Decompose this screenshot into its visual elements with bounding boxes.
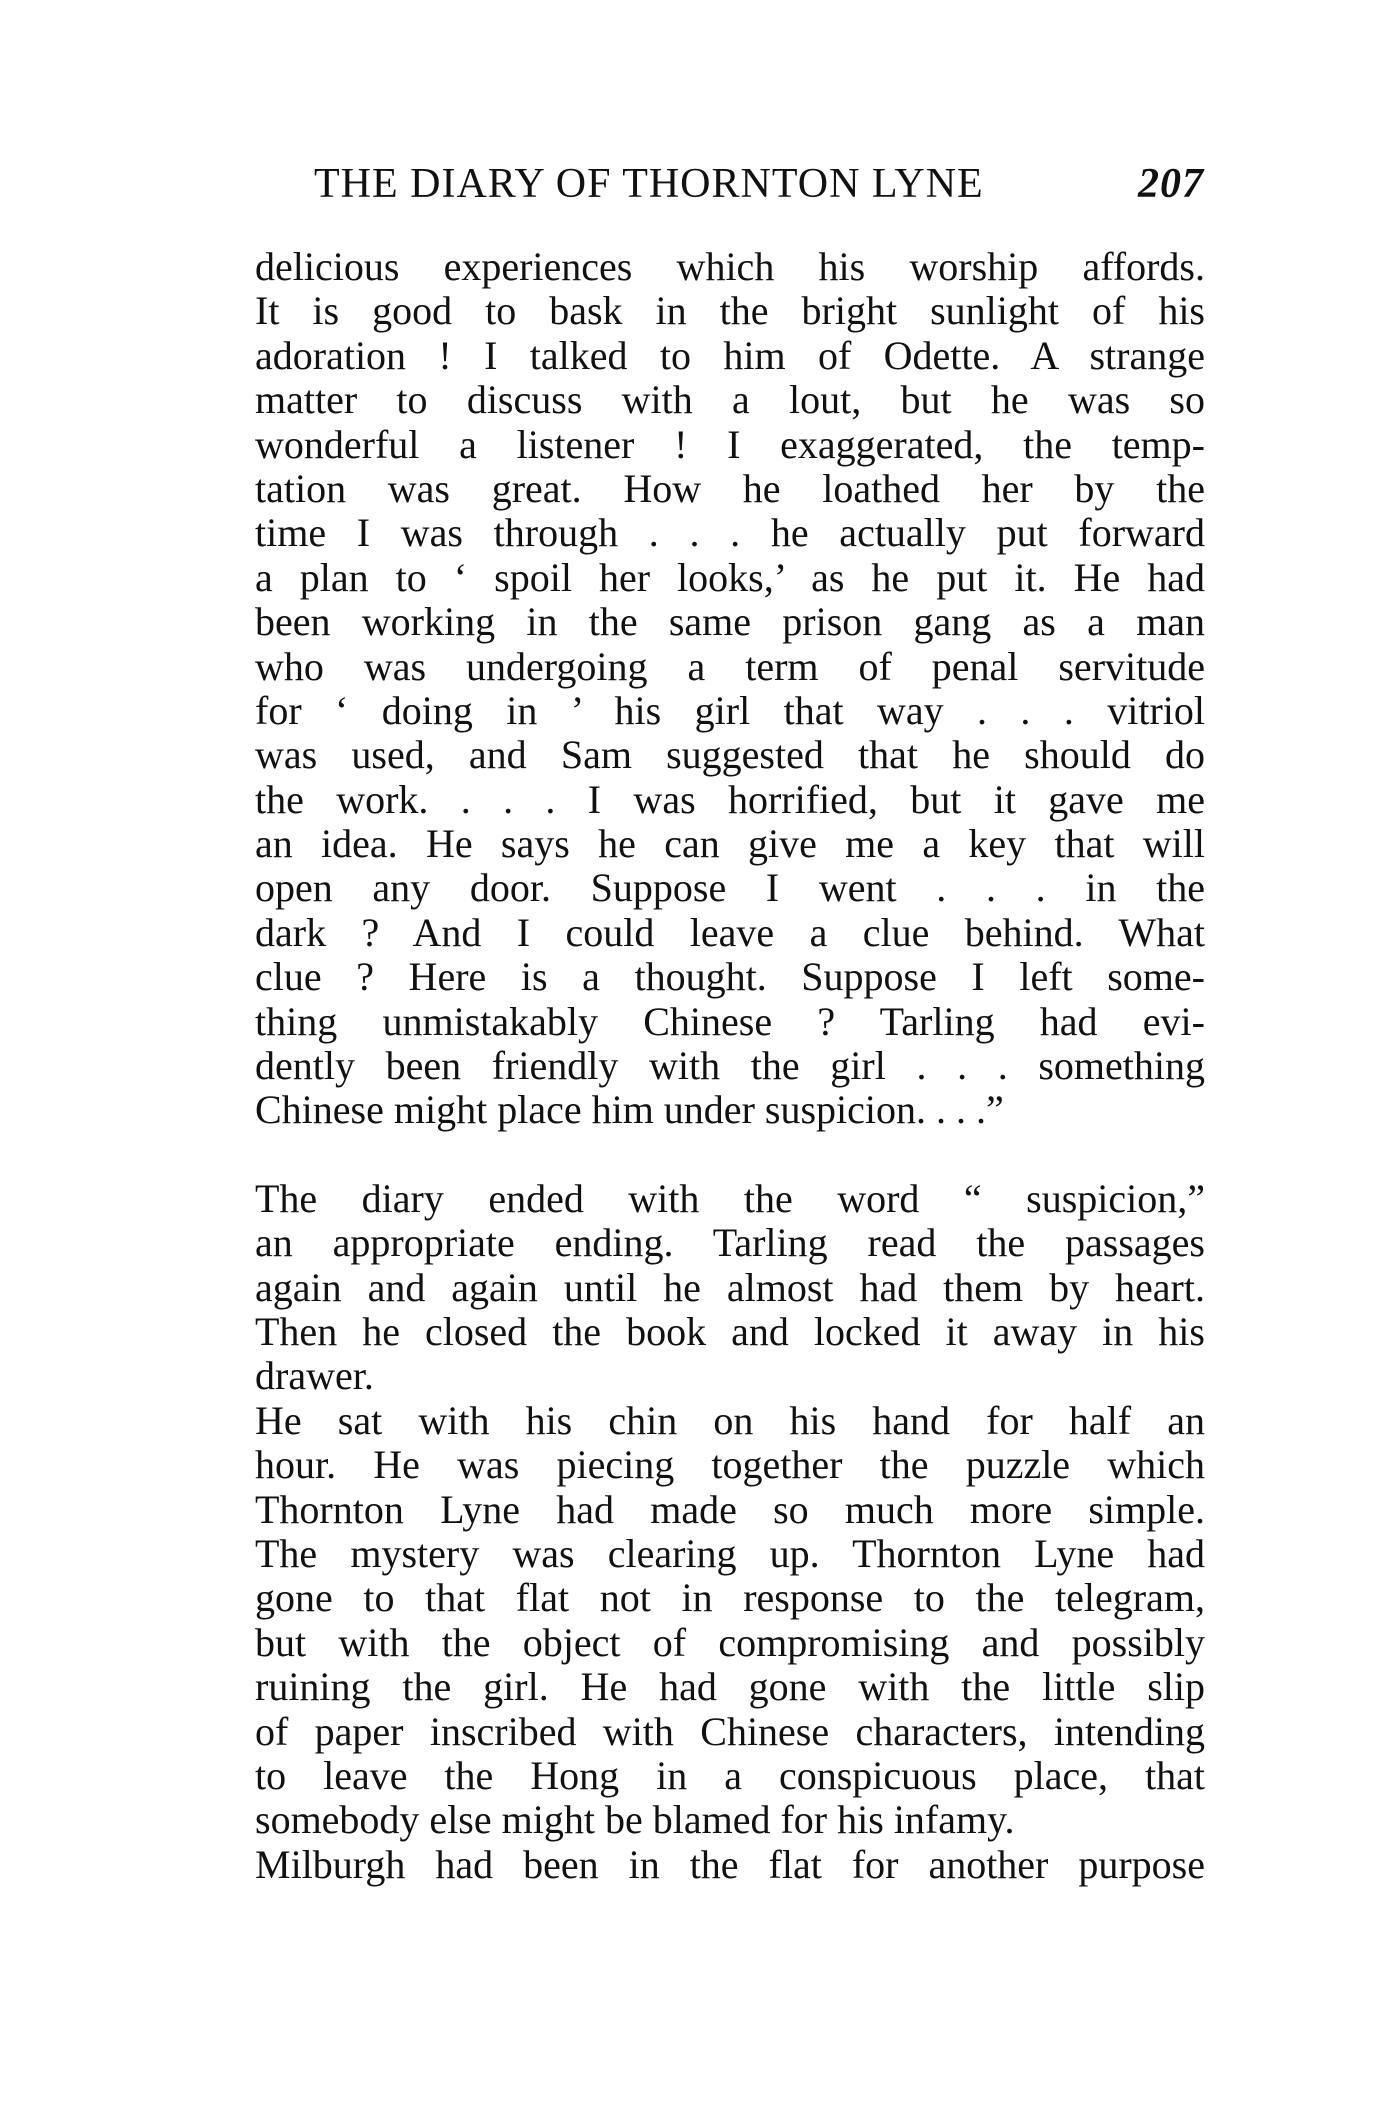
text-line: wonderful a listener ! I exaggerated, the temp-	[255, 422, 1205, 467]
text-line: for ‘ doing in ’ his girl that way . . . vitriol	[255, 688, 1205, 733]
paragraph-milburgh	[255, 1843, 1205, 1887]
text-line: an idea. He says he can give me a key that will	[255, 822, 1205, 867]
text-line: adoration ! I talked to him of Odette. A strange	[255, 333, 1205, 378]
text-line: matter to discuss with a lout, but he was so	[255, 378, 1205, 423]
text-line: dark ? And I could leave a clue behind. What	[255, 910, 1205, 955]
text-line: The diary ended with the word “ suspicion,”	[255, 1176, 1205, 1221]
paragraph-half-an-hour	[255, 1399, 1205, 1843]
text-line: been working in the same prison gang as a man	[255, 600, 1205, 645]
text-line: He sat with his chin on his hand for half an	[255, 1398, 1205, 1443]
text-line: time I was through . . . he actually put forward	[255, 511, 1205, 556]
text-line: was used, and Sam suggested that he should do	[255, 733, 1205, 778]
text-line: delicious experiences which his worship affords.	[255, 245, 1205, 289]
text-line: Thornton Lyne had made so much more simple.	[255, 1487, 1205, 1532]
text-line: open any door. Suppose I went . . . in the	[255, 866, 1205, 911]
text-line: ruining the girl. He had gone with the little slip	[255, 1665, 1205, 1710]
text-line: an appropriate ending. Tarling read the passages	[255, 1221, 1205, 1266]
text-line: It is good to bask in the bright sunlight of his	[255, 289, 1205, 334]
text-line: hour. He was piecing together the puzzle which	[255, 1443, 1205, 1488]
text-line: of paper inscribed with Chinese characters, intending	[255, 1709, 1205, 1754]
text-line: gone to that flat not in response to the telegram,	[255, 1576, 1205, 1621]
running-head	[314, 160, 1204, 220]
paragraph-gap	[255, 1133, 1205, 1177]
text-line: again and again until he almost had them by heart.	[255, 1265, 1205, 1310]
text-line: dently been friendly with the girl . . . something	[255, 1044, 1205, 1089]
body-text	[255, 245, 1205, 1887]
text-line: Milburgh had been in the flat for another purpose	[255, 1842, 1205, 1887]
running-head-title: THE DIARY OF THORNTON LYNE	[314, 161, 984, 207]
text-line: tation was great. How he loathed her by the	[255, 466, 1205, 511]
text-line: clue ? Here is a thought. Suppose I left some-	[255, 955, 1205, 1000]
text-line: who was undergoing a term of penal servitude	[255, 644, 1205, 689]
text-line: somebody else might be blamed for his infamy.	[255, 1798, 1015, 1843]
page-number: 207	[1138, 161, 1204, 207]
text-line: The mystery was clearing up. Thornton Lyne had	[255, 1531, 1205, 1576]
text-line: but with the object of compromising and possibly	[255, 1620, 1205, 1665]
text-line: Chinese might place him under suspicion. . . .”	[255, 1088, 1004, 1133]
text-line: to leave the Hong in a conspicuous place, that	[255, 1753, 1205, 1798]
paragraph-diary-ended	[255, 1177, 1205, 1399]
text-line: the work. . . . I was horrified, but it gave me	[255, 777, 1205, 822]
text-line: a plan to ‘ spoil her looks,’ as he put it. He had	[255, 555, 1205, 600]
text-line: thing unmistakably Chinese ? Tarling had evi-	[255, 999, 1205, 1044]
text-line: Then he closed the book and locked it away in his	[255, 1309, 1205, 1354]
paragraph-diary-excerpt	[255, 245, 1205, 1133]
text-line: drawer.	[255, 1354, 374, 1399]
